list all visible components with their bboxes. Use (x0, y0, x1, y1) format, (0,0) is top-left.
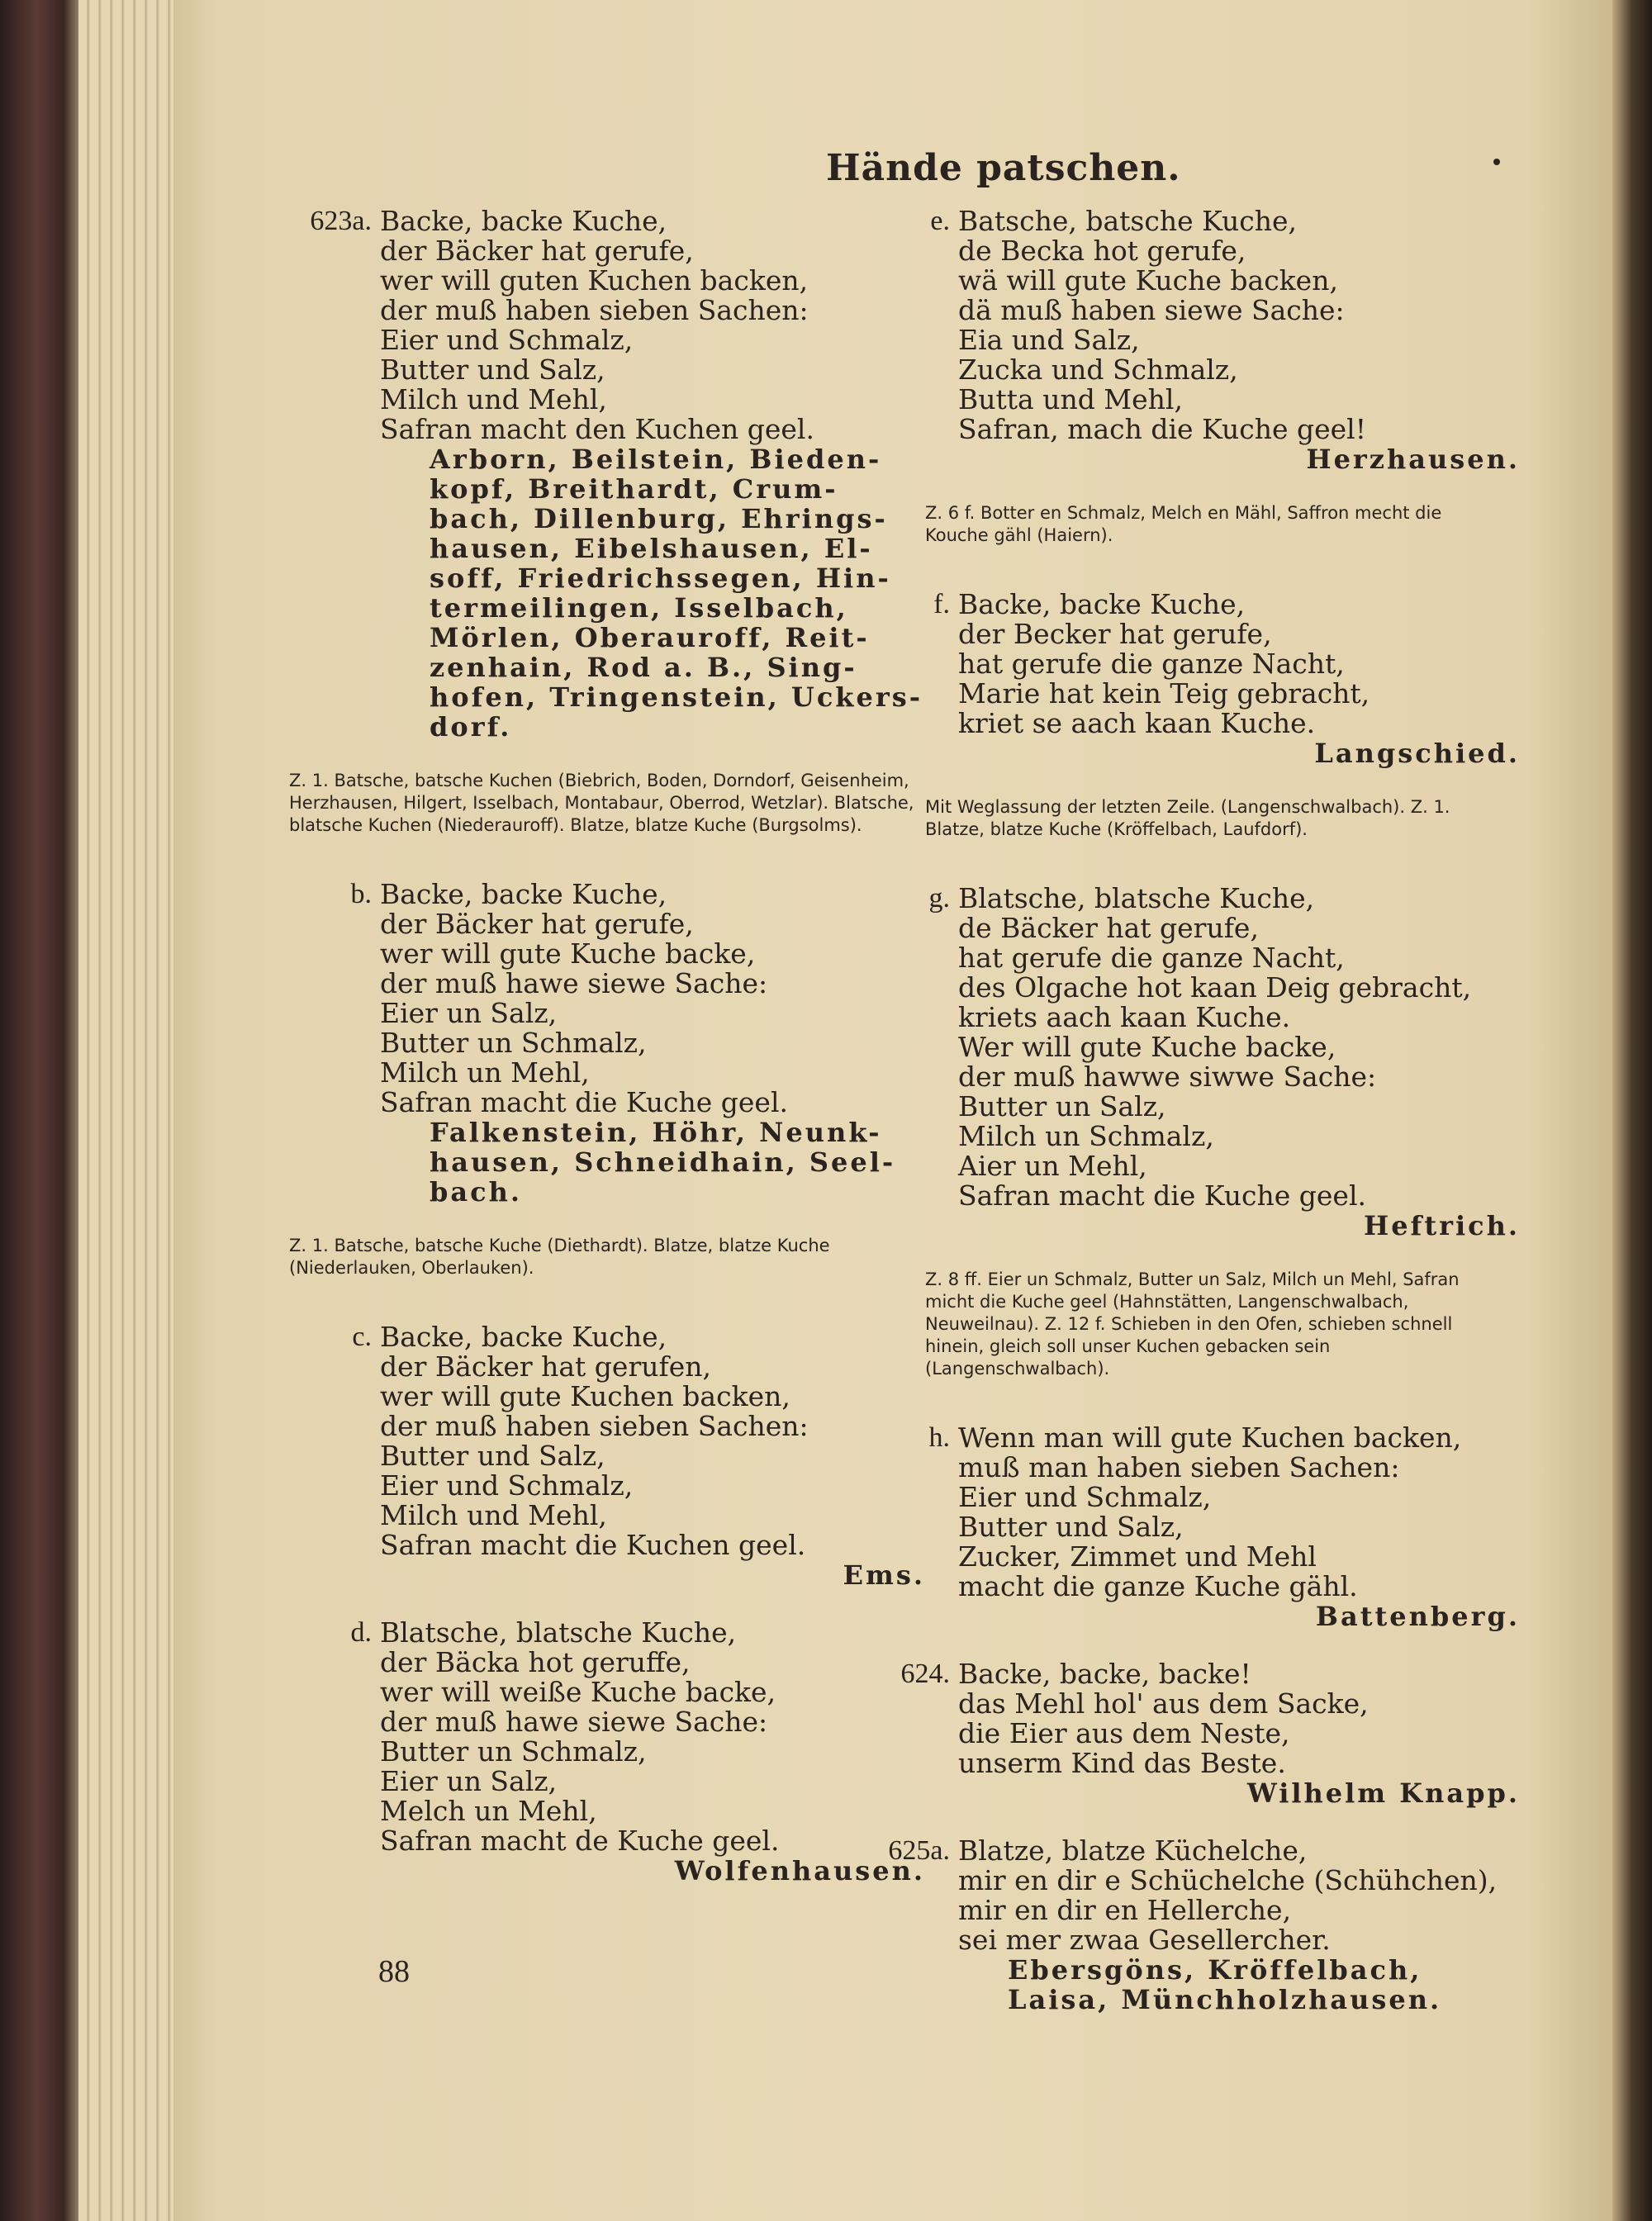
verse-entry (930, 205, 1520, 475)
place-name: termeilingen, Isselbach, (430, 592, 848, 624)
place-name: Mörlen, Oberauroff, Reit- (430, 622, 870, 653)
verse-line: hat gerufe die ganze Nacht, (958, 942, 1345, 974)
place-name: bach, Dillenburg, Ehrings- (430, 503, 888, 534)
right-page-edge (1612, 0, 1652, 2221)
verse-number: 624. (900, 1659, 950, 1689)
verse-line: der Becker hat gerufe, (958, 618, 1272, 650)
place-name: soff, Friedrichssegen, Hin- (430, 562, 891, 594)
footnote-variant: Mit Weglassung der letzten Zeile. (Langenschwalbach). Z. 1. Blatze, blatze Kuche (Kröffelbach, Laufdorf). (925, 797, 1450, 839)
verse-line: Backe, backe, backe! (958, 1658, 1251, 1690)
verse-number: b. (350, 879, 372, 909)
place-name: bach. (430, 1176, 522, 1208)
place-name: hausen, Eibelshausen, El- (430, 533, 873, 564)
verse-line: Blatsche, blatsche Kuche, (380, 1616, 737, 1649)
verse-line: Butter und Salz, (380, 1440, 605, 1472)
verse-line: der Bäcker hat gerufen, (380, 1350, 711, 1383)
verse-line: Safran macht de Kuche geel. (380, 1825, 780, 1857)
verse-line: wä will gute Kuche backen, (958, 264, 1338, 297)
verse-line: der Bäcker hat gerufe, (380, 908, 694, 940)
verse-line: de Bäcker hat gerufe, (958, 912, 1259, 944)
verse-number: c. (352, 1322, 372, 1352)
verse-line: Butter und Salz, (958, 1511, 1184, 1543)
verse-line: der muß hawe siewe Sache: (380, 967, 768, 999)
verse-line: Safran macht die Kuche geel. (380, 1086, 789, 1118)
verse-line: unserm Kind das Beste. (958, 1747, 1286, 1779)
place-name: hausen, Schneidhain, Seel- (430, 1146, 896, 1178)
footnote-variant: Z. 8 ff. Eier un Schmalz, Butter un Salz, Milch un Mehl, Safran micht die Kuche geel (Hahnstätten, Langenschwalbach, Neuweilnau). Z. 12 f. Schieben in den Ofen, schieben schnell hinein, gleich soll unser Kuchen gebacken sein (Langenschwalbach). (925, 1269, 1460, 1379)
verse-number: h. (928, 1422, 950, 1453)
verse-line: des Olgache hot kaan Deig gebracht, (958, 971, 1472, 1004)
verse-line: Butter un Schmalz, (380, 1735, 647, 1768)
place-list (958, 1955, 1520, 2015)
verse-line: Backe, backe Kuche, (380, 878, 667, 910)
place-name: hofen, Tringenstein, Uckers- (430, 681, 923, 713)
verse-line: kriet se aach kaan Kuche. (958, 707, 1316, 739)
verse-line: kriets aach kaan Kuche. (958, 1001, 1291, 1033)
right-column (888, 205, 1520, 2043)
verse-line: Backe, backe Kuche, (380, 205, 667, 237)
verse-entry (310, 205, 925, 743)
verse-line: Eier un Salz, (380, 1765, 558, 1797)
verse-line: macht die ganze Kuche gähl. (958, 1570, 1358, 1602)
verse-line: Milch un Schmalz, (958, 1120, 1214, 1152)
verse-line: Backe, backe Kuche, (958, 588, 1246, 620)
verse-line: Safran macht die Kuchen geel. (380, 1529, 806, 1561)
verse-line: der muß haben sieben Sachen: (380, 294, 809, 326)
verse-entry (900, 1658, 1520, 1809)
place-name: Heftrich. (1363, 1210, 1520, 1241)
verse-line: der muß haben sieben Sachen: (380, 1410, 809, 1442)
verse-line: Safran macht die Kuche geel. (958, 1179, 1367, 1212)
verse-entry (350, 878, 925, 1208)
left-column (289, 205, 925, 1914)
place-list (380, 1118, 925, 1207)
verse-line: wer will guten Kuchen backen, (380, 264, 809, 297)
place-name: Wilhelm Knapp. (1246, 1777, 1520, 1809)
verse-line: sei mer zwaa Gesellercher. (958, 1924, 1331, 1956)
verse-line: Zucker, Zimmet und Mehl (958, 1540, 1317, 1573)
verse-entry (350, 1616, 925, 1886)
place-name: Arborn, Beilstein, Bieden- (430, 444, 882, 475)
place-name: zenhain, Rod a. B., Sing- (430, 652, 857, 683)
verse-entry (928, 882, 1520, 1241)
verse-line: wer will weiße Kuche backe, (380, 1676, 776, 1708)
place-name: Langschied. (1314, 738, 1520, 769)
verse-number: 623a. (310, 206, 372, 236)
place-name: kopf, Breithardt, Crum- (430, 473, 838, 505)
verse-line: der Bäcka hot geruffe, (380, 1646, 691, 1678)
verse-line: Eier und Schmalz, (958, 1481, 1212, 1513)
verse-line: Butter und Salz, (380, 354, 605, 386)
verse-line: Milch und Mehl, (380, 383, 607, 415)
verse-line: Marie hat kein Teig gebracht, (958, 677, 1370, 709)
place-name: dorf. (430, 711, 512, 743)
verse-line: Eia und Salz, (958, 324, 1140, 356)
verse-line: der Bäcker hat gerufe, (380, 235, 694, 267)
verse-line: hat gerufe die ganze Nacht, (958, 648, 1345, 680)
place-name: Herzhausen. (1306, 444, 1520, 475)
place-name: Ebersgöns, Kröffelbach, (1008, 1954, 1422, 1986)
verse-line: der muß hawwe siwwe Sache: (958, 1061, 1377, 1093)
verse-line: Safran macht den Kuchen geel. (380, 413, 814, 445)
verse-line: Wenn man will gute Kuchen backen, (958, 1421, 1462, 1454)
verse-line: Eier un Salz, (380, 997, 558, 1029)
verse-line: Blatze, blatze Küchelche, (958, 1834, 1308, 1867)
verse-line: der muß hawe siewe Sache: (380, 1706, 768, 1738)
verse-line: das Mehl hol' aus dem Sacke, (958, 1687, 1369, 1720)
page-number: 88 (378, 1954, 410, 1989)
verse-line: Eier und Schmalz, (380, 1469, 634, 1502)
verse-line: Butta und Mehl, (958, 383, 1183, 415)
verse-line: Batsche, batsche Kuche, (958, 205, 1298, 237)
page-title: Hände patschen. (826, 147, 1181, 189)
place-name: Battenberg. (1315, 1601, 1520, 1632)
verse-line: Zucka und Schmalz, (958, 354, 1238, 386)
verse-line: Melch un Mehl, (380, 1795, 597, 1827)
verse-line: dä muß haben siewe Sache: (958, 294, 1345, 326)
verse-number: f. (933, 589, 950, 619)
verse-line: mir en dir e Schüchelche (Schühchen), (958, 1864, 1498, 1896)
verse-line: Milch und Mehl, (380, 1499, 607, 1531)
verse-line: Wer will gute Kuche backe, (958, 1031, 1336, 1063)
place-name: Laisa, Münchholzhausen. (1008, 1984, 1442, 2015)
verse-line: Eier und Schmalz, (380, 324, 634, 356)
verse-entry (352, 1321, 925, 1591)
verse-line: Safran, mach die Kuche geel! (958, 413, 1367, 445)
place-name: Wolfenhausen. (674, 1855, 925, 1886)
verse-line: muß man haben sieben Sachen: (958, 1451, 1400, 1483)
verse-number: 625a. (888, 1835, 950, 1866)
page-stack-edge (78, 0, 186, 2221)
verse-line: Blatsche, blatsche Kuche, (958, 882, 1315, 914)
verse-entry (888, 1834, 1520, 2015)
verse-line: Backe, backe Kuche, (380, 1321, 667, 1353)
verse-entry (933, 588, 1520, 769)
book-binding (0, 0, 91, 2221)
footnote-variant: Z. 1. Batsche, batsche Kuche (Diethardt). Blatze, blatze Kuche (Niederlauken, Oberlauken). (289, 1236, 830, 1278)
verse-number: d. (350, 1617, 372, 1648)
verse-number: e. (930, 206, 950, 236)
print-dot (1493, 159, 1500, 165)
place-list (380, 444, 925, 742)
verse-line: Aier un Mehl, (958, 1150, 1147, 1182)
verse-line: wer will gute Kuche backe, (380, 937, 756, 970)
verse-line: wer will gute Kuchen backen, (380, 1380, 790, 1412)
place-name: Ems. (843, 1559, 925, 1591)
verse-line: de Becka hot gerufe, (958, 235, 1246, 267)
place-name: Falkenstein, Höhr, Neunk- (430, 1117, 882, 1148)
verse-number: g. (928, 883, 950, 914)
verse-line: Butter un Schmalz, (380, 1027, 647, 1059)
footnote-variant: Z. 1. Batsche, batsche Kuchen (Biebrich, Boden, Dorndorf, Geisenheim, Herzhausen, Hilgert, Isselbach, Montabaur, Oberrod, Wetzlar). Blatsche, blatsche Kuchen (Niederauroff). Blatze, blatze Kuche (Burgsolms). (289, 771, 914, 835)
verse-entry (928, 1421, 1520, 1632)
footnote-variant: Z. 6 f. Botter en Schmalz, Melch en Mähl, Saffron mecht die Kouche gähl (Haiern). (925, 503, 1442, 545)
verse-line: Butter un Salz, (958, 1090, 1166, 1122)
verse-line: Milch un Mehl, (380, 1056, 590, 1089)
verse-line: mir en dir en Hellerche, (958, 1894, 1292, 1926)
verse-line: die Eier aus dem Neste, (958, 1717, 1290, 1749)
